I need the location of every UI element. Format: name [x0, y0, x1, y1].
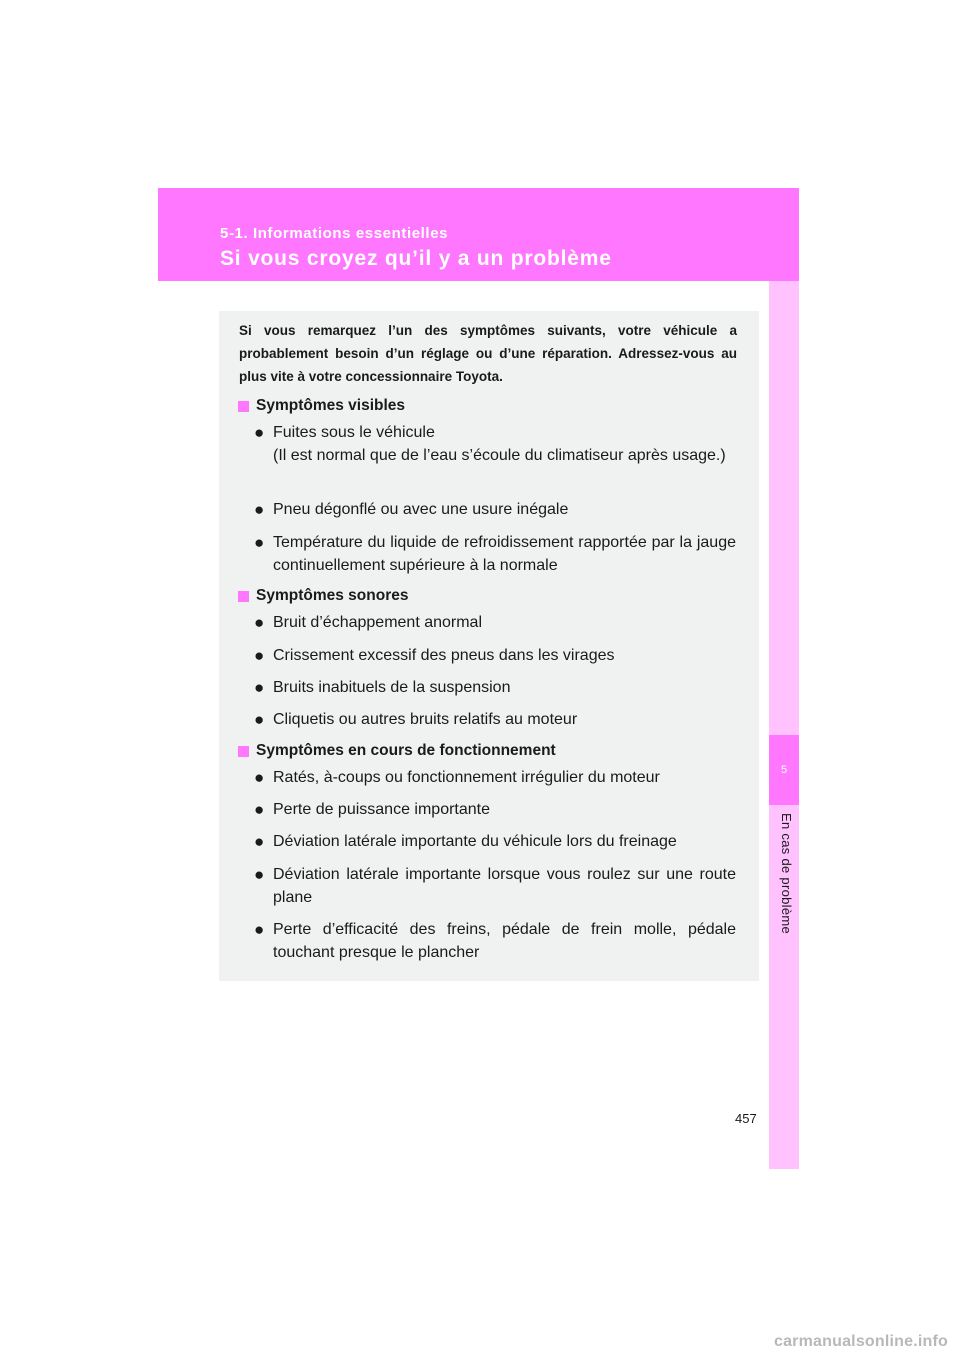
bullet-dot-icon: ● [254, 613, 265, 632]
bullet-dot-icon: ● [254, 646, 265, 665]
list-item-text: Bruit d’échappement anormal [273, 614, 483, 631]
section-heading-operation [238, 742, 556, 760]
list-item-text: Cliquetis ou autres bruits relatifs au moteur [273, 711, 578, 728]
bullet-dot-icon: ● [254, 678, 265, 697]
list-item-text: Perte d’efficacité des freins, pédale de frein molle, pédale touchant presque le plancher [273, 921, 736, 961]
list-item [254, 767, 736, 790]
bullet-dot-icon: ● [254, 423, 265, 442]
list-item [254, 645, 736, 668]
list-item-text: Fuites sous le véhicule [273, 424, 435, 441]
square-bullet-icon [238, 746, 249, 757]
list-item-text: Température du liquide de refroidissement rapportée par la jauge continuellement supérieure à la normale [273, 534, 736, 574]
list-item [254, 919, 736, 964]
side-tab-strip [769, 281, 799, 1169]
list-item [254, 499, 736, 522]
bullet-dot-icon: ● [254, 800, 265, 819]
list-item [254, 532, 736, 577]
symptoms-panel [219, 311, 759, 981]
list-item [254, 799, 736, 822]
bullet-dot-icon: ● [254, 710, 265, 729]
square-bullet-icon [238, 401, 249, 412]
list-item-note: (Il est normal que de l’eau s’écoule du climatiseur après usage.) [273, 446, 726, 464]
section-title: Symptômes sonores [256, 587, 409, 604]
bullet-dot-icon: ● [254, 832, 265, 851]
chapter-label: En cas de problème [779, 813, 794, 935]
intro-text: Si vous remarquez l’un des symptômes suivants, votre véhicule a probablement besoin d’un réglage ou d’une réparation. Adressez-vous au plus vite à votre concessionnaire Toyota. [239, 323, 737, 384]
bullet-dot-icon: ● [254, 920, 265, 939]
list-item [254, 831, 736, 854]
list-item-text: Perte de puissance importante [273, 801, 491, 818]
page-title: Si vous croyez qu’il y a un problème [220, 247, 612, 270]
list-item-text: Bruits inabituels de la suspension [273, 679, 511, 696]
bullet-dot-icon: ● [254, 533, 265, 552]
list-item-text: Déviation latérale importante du véhicule lors du freinage [273, 833, 677, 850]
list-item-text: Crissement excessif des pneus dans les virages [273, 647, 615, 664]
list-item [254, 864, 736, 909]
bullet-dot-icon: ● [254, 768, 265, 787]
watermark: carmanualsonline.info [773, 1333, 948, 1350]
bullet-dot-icon: ● [254, 500, 265, 519]
bullet-dot-icon: ● [254, 865, 265, 884]
list-item-text: Pneu dégonflé ou avec une usure inégale [273, 501, 569, 518]
chapter-number-tab[interactable]: 5 [769, 735, 799, 805]
list-item [254, 677, 736, 700]
section-title: Symptômes visibles [256, 397, 406, 414]
section-heading-sound [238, 587, 408, 605]
list-item [254, 612, 736, 635]
list-item [254, 422, 736, 467]
section-label: 5-1. Informations essentielles [220, 225, 449, 242]
header-band [158, 188, 799, 281]
list-item [254, 709, 736, 732]
section-title: Symptômes en cours de fonctionnement [256, 742, 556, 759]
square-bullet-icon [238, 591, 249, 602]
page-number: 457 [735, 1111, 757, 1126]
list-item-text: Ratés, à-coups ou fonctionnement irrégulier du moteur [273, 769, 660, 786]
list-item-text: Déviation latérale importante lorsque vous roulez sur une route plane [273, 866, 736, 906]
section-heading-visible [238, 397, 405, 415]
